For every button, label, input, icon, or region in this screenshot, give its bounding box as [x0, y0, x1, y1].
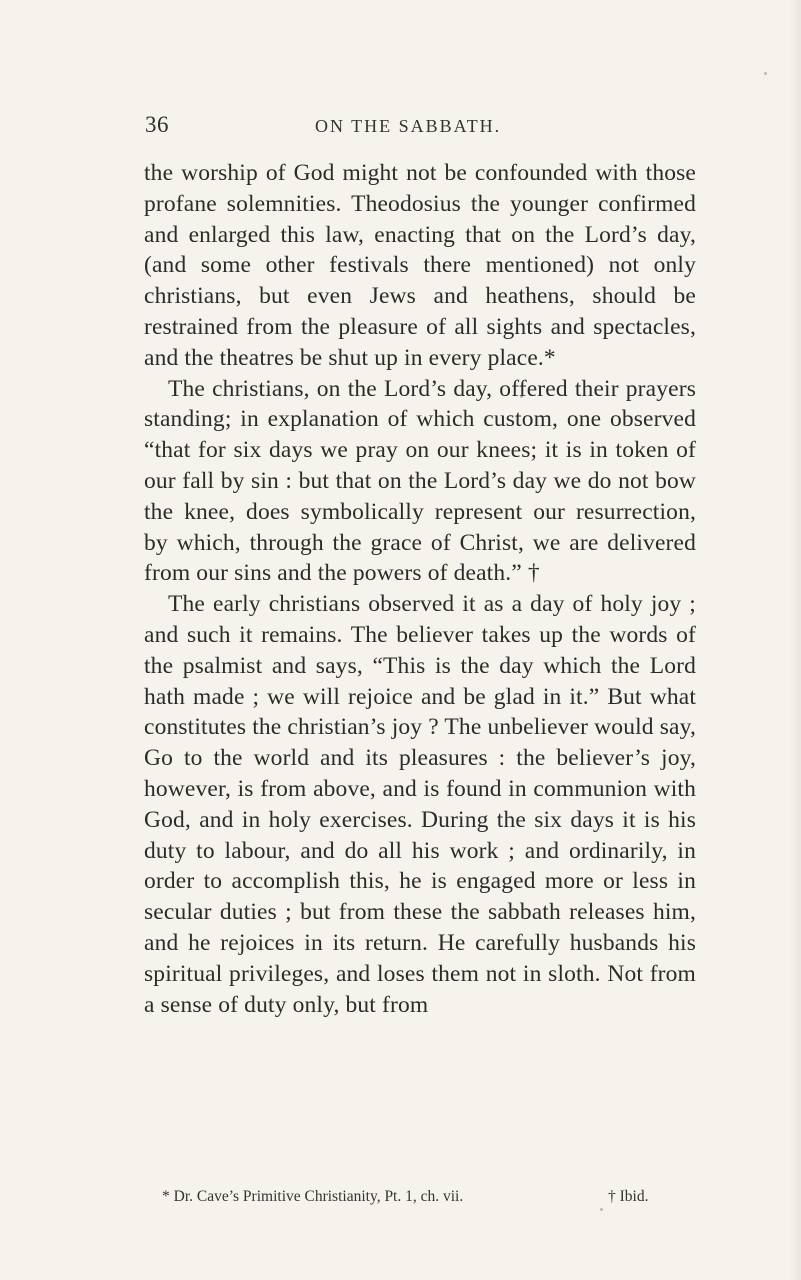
running-title: ON THE SABBATH. [315, 116, 502, 136]
paper-speck [520, 395, 523, 398]
paper-speck [764, 72, 767, 75]
main-text [144, 158, 696, 1020]
page-header [145, 112, 705, 148]
paragraph-2: The christians, on the Lord’s day, offered their prayers standing; in explanation of which custom, one observed “that for six days we pray on our knees; it is in token of our fall by sin : but that on the Lord’s day we do not bow the knee, does symbolically represent our resurrection, by which, through the grace of Christ, we are delivered from our sins and the powers of death.” † [144, 375, 696, 587]
page-number: 36 [145, 112, 169, 137]
paragraph-3: The early christians observed it as a day of holy joy ; and such it remains. The believer takes up the words of the psalmist and says, “This is the day which the Lord hath made ; we will rejoice and be glad in it.” But what constitutes the christian’s joy ? The unbeliever would say, Go to the world and its pleasures : the believer’s joy, however, is from above, and is found in communion with God, and in holy exercises. During the six days it is his duty to labour, and do all his work ; and ordinarily, in order to accomplish this, he is engaged more or less in secular duties ; but from these the sabbath releases him, and he rejoices in its return. He carefully husbands his spiritual privileges, and loses them not in sloth. Not from a sense of duty only, but from [144, 591, 696, 1018]
paper-speck [600, 1208, 603, 1211]
footnotes [162, 1188, 698, 1212]
page-edge-shadow [789, 0, 801, 1280]
paragraph-1: the worship of God might not be confounded with those profane solemnities. Theodosius the younger confirmed and enlarged this law, enacting that on the Lord’s day, (and some other festivals there mentioned) not only christians, but even Jews and heathens, should be restrained from the pleasure of all sights and spectacles, and the theatres be shut up in every place.* [144, 160, 696, 371]
footnote-2: † Ibid. [608, 1188, 649, 1205]
footnote-1: * Dr. Cave’s Primitive Christianity, Pt. 1, ch. vii. [162, 1188, 464, 1205]
